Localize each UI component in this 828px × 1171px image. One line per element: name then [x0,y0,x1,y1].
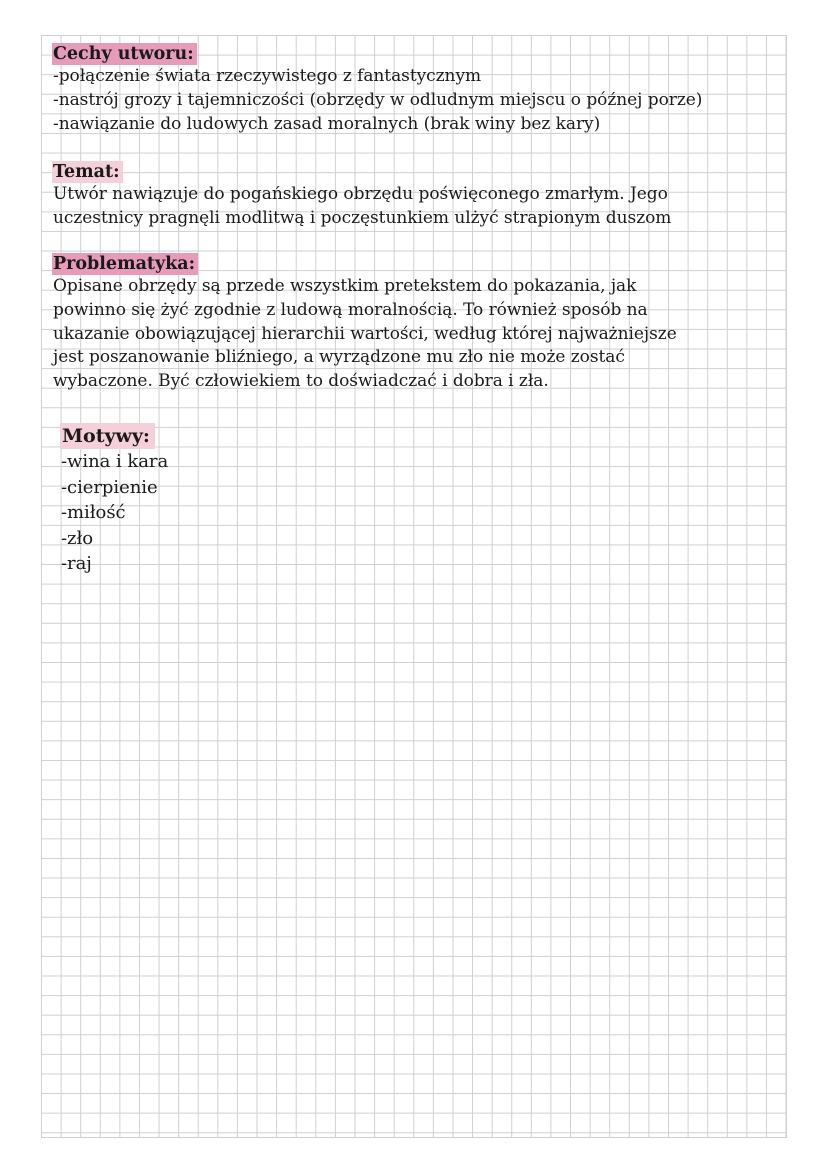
temat-line-2: uczestnicy pragnęli modlitwą i poczęstunkiem ulżyć strapionym duszom [53,207,672,228]
problematyka-line-1: Opisane obrzędy są przede wszystkim pretekstem do pokazania, jak [53,276,637,296]
cechy-line-2: -nastrój grozy i tajemniczości (obrzędy w odludnym miejscu o późnej porze) [53,89,703,110]
motyw-item-2: -cierpienie [61,476,158,498]
problematyka-line-4: jest poszanowanie bliźniego, a wyrządzone mu zło nie może zostać [53,347,625,368]
heading-temat: Temat: [52,161,123,183]
cechy-line-3: -nawiązanie do ludowych zasad moralnych (brak winy bez kary) [53,113,601,134]
section-motywy [61,423,168,577]
problematyka-line-3: ukazanie obowiązującej hierarchii wartości, według której najważniejsze [53,323,677,344]
problematyka-line-2: powinno się żyć zgodnie z ludową moralnością. To również sposób na [53,299,648,320]
temat-line-1: Utwór nawiązuje do pogańskiego obrzędu poświęconego zmarłym. Jego [53,184,668,204]
section-temat [53,161,671,231]
problematyka-line-5: wybaczone. Być człowiekiem to doświadczać i dobra i zła. [53,371,549,392]
heading-problematyka: Problematyka: [52,253,198,275]
motyw-item-5: -raj [61,553,92,574]
motyw-item-1: -wina i kara [61,451,169,472]
heading-motywy: Motywy: [60,423,155,449]
grid-paper-sheet [41,35,787,1138]
section-cechy-utworu [53,43,702,136]
motyw-item-4: -zło [61,527,94,549]
section-problematyka [53,253,677,394]
cechy-line-1: -połączenie świata rzeczywistego z fantastycznym [53,66,482,86]
motyw-item-3: -miłość [61,502,126,523]
heading-cechy-utworu: Cechy utworu: [52,43,197,65]
